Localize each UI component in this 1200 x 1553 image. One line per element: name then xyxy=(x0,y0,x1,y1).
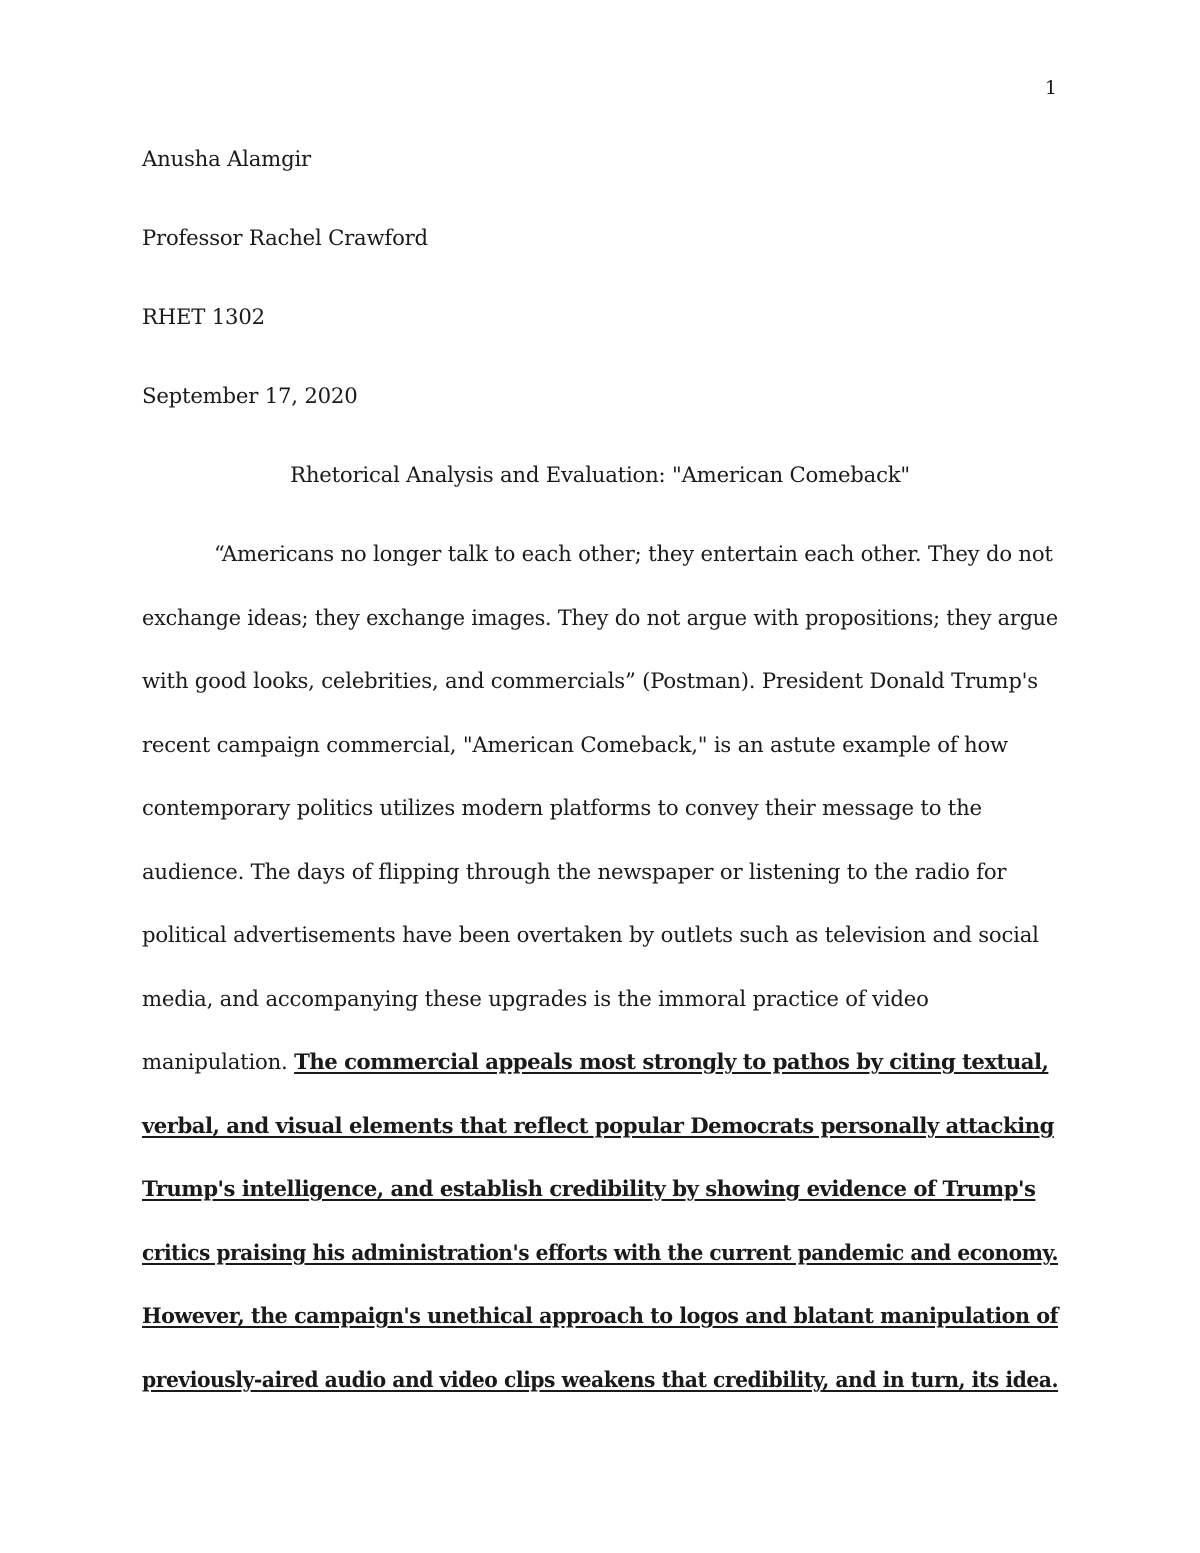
paragraph-line: contemporary politics utilizes modern platforms to convey their message to the xyxy=(142,795,982,820)
professor-name: Professor Rachel Crawford xyxy=(142,225,428,250)
paragraph-line: with good looks, celebrities, and commercials” (Postman). President Donald Trump's xyxy=(142,668,1038,693)
paragraph-line: “Americans no longer talk to each other; they entertain each other. They do not xyxy=(214,541,1053,566)
course-code: RHET 1302 xyxy=(142,304,265,329)
paragraph-line: media, and accompanying these upgrades is the immoral practice of video xyxy=(142,986,929,1011)
paragraph-text: manipulation. xyxy=(142,1049,295,1074)
thesis-statement: The commercial appeals most strongly to pathos by citing textual, xyxy=(294,1049,1049,1074)
paragraph-line: political advertisements have been overtaken by outlets such as television and social xyxy=(142,922,1039,947)
thesis-statement-line: critics praising his administration's efforts with the current pandemic and economy. xyxy=(142,1240,1059,1265)
essay-title: Rhetorical Analysis and Evaluation: "American Comeback" xyxy=(290,462,910,487)
page-number: 1 xyxy=(1044,77,1057,99)
paragraph-line: audience. The days of flipping through the newspaper or listening to the radio for xyxy=(142,859,1007,884)
thesis-statement-line: Trump's intelligence, and establish credibility by showing evidence of Trump's xyxy=(142,1176,1036,1201)
thesis-statement-line: verbal, and visual elements that reflect popular Democrats personally attacking xyxy=(142,1113,1054,1138)
paragraph-line xyxy=(142,1048,1048,1076)
paragraph-line: exchange ideas; they exchange images. They do not argue with propositions; they argue xyxy=(142,605,1058,630)
thesis-statement-line: However, the campaign's unethical approach to logos and blatant manipulation of xyxy=(142,1303,1059,1328)
date: September 17, 2020 xyxy=(142,383,358,408)
author-name: Anusha Alamgir xyxy=(142,146,311,171)
paragraph-line: recent campaign commercial, "American Comeback," is an astute example of how xyxy=(142,732,1008,757)
thesis-statement-line: previously-aired audio and video clips weakens that credibility, and in turn, its idea. xyxy=(142,1367,1059,1392)
